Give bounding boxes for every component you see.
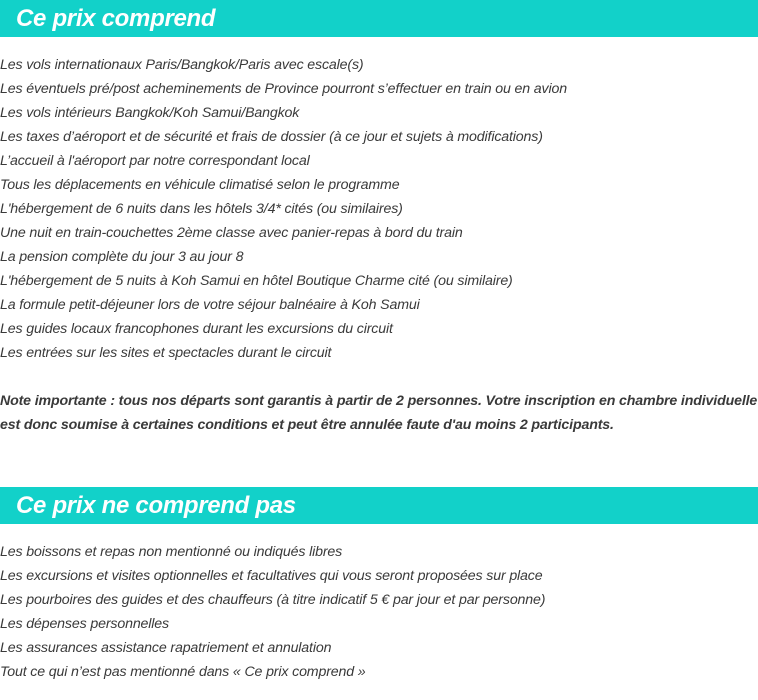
included-item: La formule petit-déjeuner lors de votre séjour balnéaire à Koh Samui: [0, 297, 420, 313]
excluded-item: Les boissons et repas non mentionné ou indiqués libres: [0, 544, 343, 560]
included-item: Les vols internationaux Paris/Bangkok/Paris avec escale(s): [0, 57, 364, 73]
included-item: Les éventuels pré/post acheminements de Province pourront s’effectuer en train ou en avion: [0, 81, 567, 97]
excluded-item: Les assurances assistance rapatriement et annulation: [0, 640, 332, 656]
excluded-item: Les dépenses personnelles: [0, 616, 169, 632]
included-section-header: [0, 0, 758, 37]
excluded-section-header: [0, 487, 758, 524]
important-note: Note importante : tous nos départs sont garantis à partir de 2 personnes. Votre inscription en chambre individuelle est donc soumise à certaines conditions et peut être annulée faute d'au moins 2 participants.: [0, 393, 758, 433]
included-items-list: [0, 53, 567, 365]
included-item: L’accueil à l'aéroport par notre correspondant local: [0, 153, 310, 169]
excluded-section-title: Ce prix ne comprend pas: [16, 491, 296, 519]
excluded-item: Tout ce qui n’est pas mentionné dans « Ce prix comprend »: [0, 664, 366, 680]
included-item: L'hébergement de 6 nuits dans les hôtels 3/4* cités (ou similaires): [0, 201, 403, 217]
included-item: Les vols intérieurs Bangkok/Koh Samui/Bangkok: [0, 105, 300, 121]
included-section-title: Ce prix comprend: [16, 4, 216, 32]
included-item: L'hébergement de 5 nuits à Koh Samui en hôtel Boutique Charme cité (ou similaire): [0, 273, 513, 289]
included-item: Les taxes d’aéroport et de sécurité et frais de dossier (à ce jour et sujets à modifications): [0, 129, 543, 145]
excluded-items-list: [0, 540, 545, 684]
included-item: Les entrées sur les sites et spectacles durant le circuit: [0, 345, 332, 361]
excluded-item: Les excursions et visites optionnelles et facultatives qui vous seront proposées sur place: [0, 568, 543, 584]
included-item: Une nuit en train-couchettes 2ème classe avec panier-repas à bord du train: [0, 225, 463, 241]
included-item: La pension complète du jour 3 au jour 8: [0, 249, 244, 265]
excluded-item: Les pourboires des guides et des chauffeurs (à titre indicatif 5 € par jour et par personne): [0, 592, 546, 608]
included-item: Les guides locaux francophones durant les excursions du circuit: [0, 321, 393, 337]
included-item: Tous les déplacements en véhicule climatisé selon le programme: [0, 177, 400, 193]
